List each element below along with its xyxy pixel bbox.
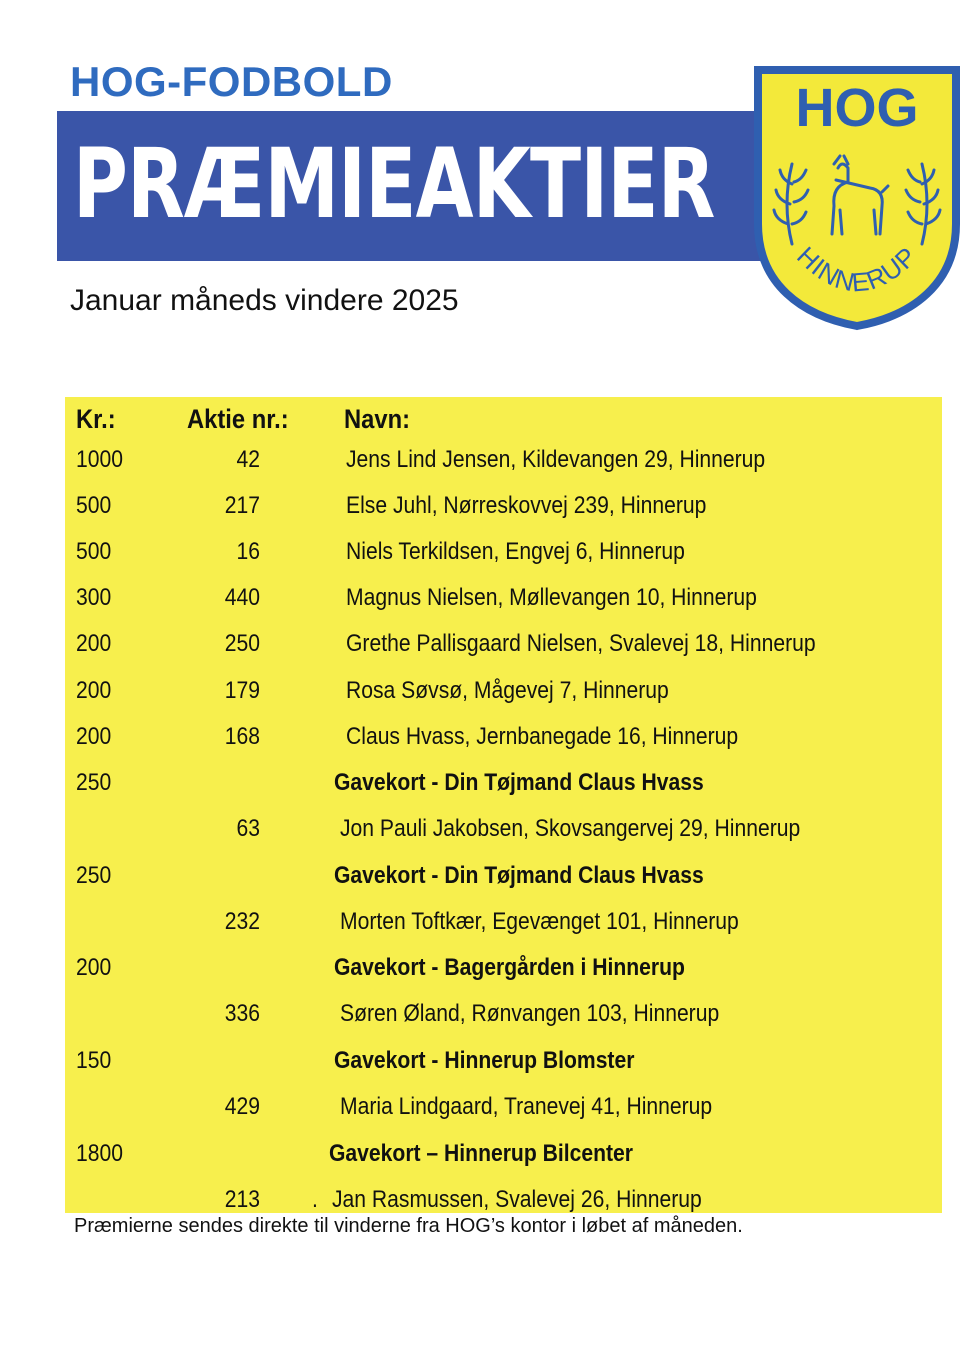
giftcard-amount: 200 [76,954,112,981]
giftcard-amount: 150 [76,1047,112,1074]
row-share: 16 [236,538,260,565]
row-share: 440 [224,584,260,611]
giftcard-winner: Morten Toftkær, Egevænget 101, Hinnerup [340,908,739,935]
giftcard-amount: 250 [76,769,112,796]
row-amount: 200 [76,630,112,657]
row-name: Niels Terkildsen, Engvej 6, Hinnerup [346,538,685,565]
row-amount: 200 [76,723,112,750]
giftcard-label: Gavekort - Bagergården i Hinnerup [334,954,685,981]
giftcard-label: Gavekort - Hinnerup Blomster [334,1047,635,1074]
row-share: 217 [224,492,260,519]
logo-top-text: HOG [795,78,919,138]
header-name: Navn: [344,404,411,434]
giftcard-share: 429 [224,1093,260,1120]
row-amount: 500 [76,538,112,565]
row-name: Claus Hvass, Jernbanegade 16, Hinnerup [346,723,739,750]
row-name: Else Juhl, Nørreskovvej 239, Hinnerup [346,492,707,519]
giftcard-amount: 250 [76,862,112,889]
row-share: 179 [224,677,260,704]
footer-note: Præmierne sendes direkte til vinderne fra HOG’s kontor i løbet af måneden. [74,1215,743,1237]
row-amount: 500 [76,492,112,519]
giftcard-winner: Søren Øland, Rønvangen 103, Hinnerup [340,1000,720,1027]
giftcard-winner: Jan Rasmussen, Svalevej 26, Hinnerup [332,1186,702,1213]
giftcard-amount: 1800 [76,1140,123,1167]
header-amount: Kr.: [76,404,116,434]
giftcard-label: Gavekort - Din Tøjmand Claus Hvass [334,769,704,796]
row-name: Jens Lind Jensen, Kildevangen 29, Hinnerup [346,446,766,473]
giftcard-winner: Jon Pauli Jakobsen, Skovsangervej 29, Hinnerup [340,815,801,842]
giftcard-label: Gavekort - Din Tøjmand Claus Hvass [334,862,704,889]
subtitle: Januar måneds vindere 2025 [70,284,459,317]
row-name: Grethe Pallisgaard Nielsen, Svalevej 18, Hinnerup [346,630,816,657]
winners-table [65,397,942,1213]
page-title: PRÆMIEAKTIER [73,128,715,240]
row-amount: 300 [76,584,112,611]
giftcard-share: 336 [224,1000,260,1027]
row-share: 42 [236,446,260,473]
club-name: HOG-FODBOLD [70,58,393,105]
giftcard-label: Gavekort – Hinnerup Bilcenter [329,1140,633,1167]
row-share: 250 [224,630,260,657]
giftcard-share: 232 [224,908,260,935]
hog-hinnerup-logo [752,64,962,332]
row-name: Magnus Nielsen, Møllevangen 10, Hinnerup [346,584,757,611]
row-amount: 200 [76,677,112,704]
stray-dot: . [312,1186,318,1213]
giftcard-share: 63 [236,815,260,842]
row-name: Rosa Søvsø, Mågevej 7, Hinnerup [346,677,669,704]
logo-bottom-text: HINNERUP [791,240,923,298]
row-share: 168 [224,723,260,750]
giftcard-share: 213 [224,1186,260,1213]
giftcard-winner: Maria Lindgaard, Tranevej 41, Hinnerup [340,1093,713,1120]
header-share: Aktie nr.: [187,404,289,434]
row-amount: 1000 [76,446,123,473]
